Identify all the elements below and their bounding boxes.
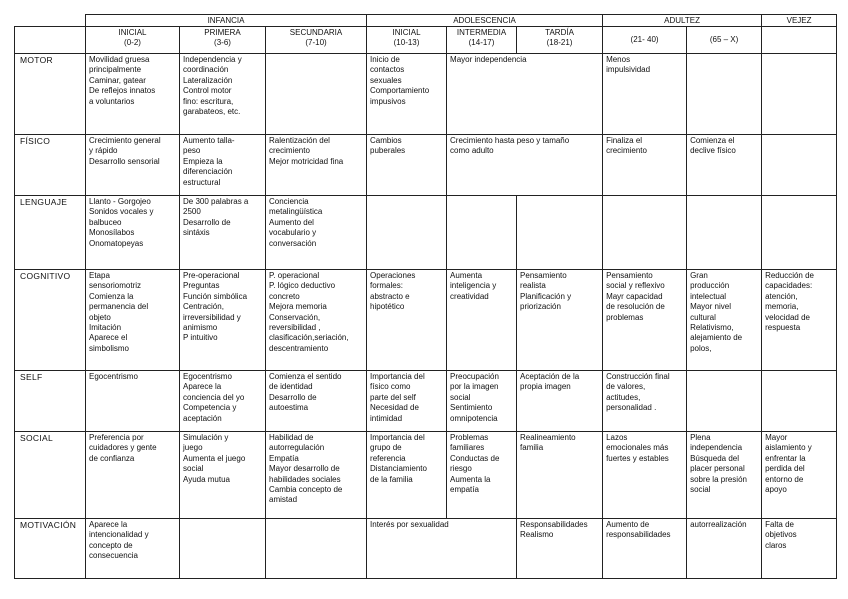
cell — [367, 196, 447, 270]
cell-line: Preferencia por — [89, 433, 144, 442]
cell-line: amistad — [269, 495, 298, 505]
substage-name: INTERMEDIA — [456, 28, 507, 37]
cell — [447, 135, 603, 196]
cell — [762, 54, 837, 135]
stage-infancia: INFANCIA — [86, 15, 367, 27]
row-motivacion — [15, 519, 837, 579]
cell-line: Importancia del — [370, 372, 425, 381]
cell-line: parte del self — [370, 392, 416, 402]
cell — [266, 432, 367, 519]
cell-line: Mayr capacidad — [606, 291, 663, 301]
cell-line: Problemas — [450, 433, 489, 442]
cell-line: Habilidad de — [269, 433, 314, 442]
cell-line: Desarrollo de — [269, 392, 317, 402]
cell-line: Aumento talla- — [183, 136, 235, 145]
row-label: SELF — [15, 371, 86, 432]
cell-line: objeto — [89, 312, 111, 322]
cell-line: Desarrollo sensorial — [89, 156, 160, 166]
cell — [180, 196, 266, 270]
cell-line: abstracto e — [370, 291, 410, 301]
cell-line: animismo — [183, 323, 218, 333]
cell-line: Comienza el sentido — [269, 372, 342, 381]
cell-line: respuesta — [765, 323, 801, 333]
cell-line: atención, — [765, 291, 798, 301]
row-social — [15, 432, 837, 519]
cell-line: inteligencia y — [450, 281, 497, 291]
cell-line: emocionales más — [606, 443, 669, 453]
cell-line: cuidadores y gente — [89, 443, 157, 453]
cell-line: empatía — [450, 485, 479, 495]
cell-line: Reducción de — [765, 271, 814, 280]
cell-line: vocabulario y — [269, 228, 317, 238]
cell-line: Preguntas — [183, 281, 220, 291]
cell-line: simbolismo — [89, 343, 130, 353]
cell-line: concepto de — [89, 540, 133, 550]
cell-line: Conductas de — [450, 453, 500, 463]
cell-line: Egocentrismo — [89, 372, 138, 381]
cell-line: coordinación — [183, 65, 229, 75]
cell-line: garabateos, etc. — [183, 107, 241, 117]
cell-line: Pensamiento — [606, 271, 653, 280]
cell-line: intimidad — [370, 413, 403, 423]
cell-line: Realineamiento — [520, 433, 576, 442]
substage-secundaria — [266, 27, 367, 54]
cell-line: Responsabilidades — [520, 520, 588, 529]
cell-line: aislamiento y — [765, 443, 812, 453]
corner-cell — [15, 15, 86, 27]
cell-line: 2500 — [183, 207, 201, 217]
cell: Mayor independencia — [447, 54, 603, 135]
row-self — [15, 371, 837, 432]
cell-line: como adulto — [450, 146, 494, 156]
cell — [762, 371, 837, 432]
substage-name: SECUNDARIA — [289, 28, 343, 37]
cell — [266, 270, 367, 371]
cell-line: Movilidad gruesa — [89, 55, 150, 64]
cell-line: Ralentización del — [269, 136, 330, 145]
cell — [603, 432, 687, 519]
substage-range: (18-21) — [546, 38, 573, 48]
cell-line: de identidad — [269, 382, 313, 392]
substage-range: (7-10) — [305, 38, 327, 48]
cell-line: Llanto - Gorgojeo — [89, 197, 151, 206]
cell — [266, 519, 367, 579]
cell-line: concreto — [269, 291, 300, 301]
cell — [180, 270, 266, 371]
cell-line: Competencia y — [183, 403, 237, 413]
cell-line: conversación — [269, 238, 317, 248]
cell-line: perdida del — [765, 464, 805, 474]
cell-line: Distanciamiento — [370, 464, 427, 474]
cell-line: Aumento de — [606, 520, 650, 529]
cell-line: Comienza el — [690, 136, 735, 145]
life-stages-table — [14, 14, 837, 579]
cell — [762, 270, 837, 371]
cell-line: Conciencia — [269, 197, 309, 206]
cell-line: realista — [520, 281, 546, 291]
cell-line: de resolución de — [606, 302, 665, 312]
cell-line: referencia — [370, 453, 406, 463]
cell-line: Desarrollo de — [183, 217, 231, 227]
cell — [687, 196, 762, 270]
cell — [517, 432, 603, 519]
cell: Interés por sexualidad — [367, 519, 517, 579]
cell-line: Necesidad de — [370, 403, 419, 413]
substage-adultez-2: (65 – X) — [687, 27, 762, 54]
cell-line: Simulación y — [183, 433, 229, 442]
cell-line: fuertes y estables — [606, 453, 669, 463]
cell-line: Importancia del — [370, 433, 425, 442]
cell-line: Falta de — [765, 520, 794, 529]
cell-line: estructural — [183, 177, 221, 187]
cell — [86, 135, 180, 196]
row-label-empty — [15, 27, 86, 54]
cell — [367, 270, 447, 371]
cell-line: balbuceo — [89, 217, 122, 227]
cell-line: placer personal — [690, 464, 745, 474]
cell-line: polos, — [690, 343, 712, 353]
cell — [180, 519, 266, 579]
cell-line: social — [183, 464, 204, 474]
cell — [86, 371, 180, 432]
cell-line: descentramiento — [269, 343, 329, 353]
cell-line: sensoriomotriz — [89, 281, 142, 291]
cell-line: problemas — [606, 312, 644, 322]
cell-line: Lateralización — [183, 75, 233, 85]
substage-primera — [180, 27, 266, 54]
cell — [762, 432, 837, 519]
cell — [762, 135, 837, 196]
cell-line: independencia — [690, 443, 743, 453]
cell-line: crecimiento — [269, 146, 310, 156]
cell — [367, 371, 447, 432]
cell-line: habilidades sociales — [269, 474, 341, 484]
cell-line: juego — [183, 443, 203, 453]
cell-line: Cambia concepto de — [269, 485, 343, 495]
cell-line: Aparece la — [183, 382, 222, 392]
cell-line: Cambios — [370, 136, 402, 145]
cell — [266, 371, 367, 432]
cell-line: conciencia del yo — [183, 392, 245, 402]
cell-line: Mayor desarrollo de — [269, 464, 340, 474]
substage-name: INICIAL — [118, 28, 147, 37]
cell-line: de la familia — [370, 474, 413, 484]
cell-line: Egocentrismo — [183, 372, 232, 381]
cell — [266, 54, 367, 135]
cell — [517, 270, 603, 371]
cell-line: capacidades: — [765, 281, 813, 291]
cell-line: Aumento del — [269, 217, 314, 227]
cell-line: Mejora memoria — [269, 302, 327, 312]
cell-line: memoria, — [765, 302, 799, 312]
cell-line: impusivos — [370, 96, 406, 106]
cell-line: responsabilidades — [606, 530, 671, 540]
cell — [687, 135, 762, 196]
cell-line: Plena — [690, 433, 711, 442]
row-motor — [15, 54, 837, 135]
cell — [86, 54, 180, 135]
cell-line: Crecimiento general — [89, 136, 161, 145]
cell-line: P intuitivo — [183, 333, 218, 343]
cell — [367, 54, 447, 135]
cell-line: personalidad . — [606, 403, 657, 413]
cell-line: propia imagen — [520, 382, 571, 392]
stage-adolescencia: ADOLESCENCIA — [367, 15, 603, 27]
cell — [86, 196, 180, 270]
cell-line: autoestima — [269, 403, 309, 413]
row-fisico — [15, 135, 837, 196]
cell — [367, 135, 447, 196]
cell-line: Caminar, gatear — [89, 75, 146, 85]
cell-line: Comienza la — [89, 291, 134, 301]
cell — [180, 54, 266, 135]
cell-line: Operaciones — [370, 271, 416, 280]
cell-line: contactos — [370, 65, 405, 75]
cell — [266, 135, 367, 196]
cell-line: Monosílabos — [89, 228, 135, 238]
row-label: FÍSICO — [15, 135, 86, 196]
cell-line: de confianza — [89, 453, 135, 463]
cell-line: De 300 palabras a — [183, 197, 249, 206]
cell-line: Centración, — [183, 302, 224, 312]
cell-line: Relativismo, — [690, 323, 734, 333]
cell — [603, 371, 687, 432]
row-label: MOTIVACIÓN — [15, 519, 86, 579]
cell-line: metalingüística — [269, 207, 323, 217]
cell — [762, 519, 837, 579]
cell-line: peso — [183, 146, 201, 156]
cell-line: permanencia del — [89, 302, 149, 312]
cell-line: Construcción final — [606, 372, 670, 381]
row-cognitivo — [15, 270, 837, 371]
cell-line: irreversibilidad y — [183, 312, 241, 322]
cell-line: Aumenta el juego — [183, 453, 246, 463]
cell — [687, 432, 762, 519]
substage-adultez-1: (21- 40) — [603, 27, 687, 54]
cell — [367, 432, 447, 519]
cell-line: Imitación — [89, 323, 122, 333]
cell — [86, 270, 180, 371]
cell-line: objetivos — [765, 530, 797, 540]
cell-line: Gran — [690, 271, 708, 280]
cell-line: enfrentar la — [765, 453, 806, 463]
cell-line: fino: escritura, — [183, 96, 234, 106]
cell-line: social — [450, 392, 471, 402]
cell-line: declive físico — [690, 146, 736, 156]
cell — [266, 196, 367, 270]
substage-range: (3-6) — [214, 38, 231, 48]
cell — [517, 196, 603, 270]
cell-line: sexuales — [370, 75, 402, 85]
cell — [447, 196, 517, 270]
cell-line: Independencia y — [183, 55, 242, 64]
cell-line: Sonidos vocales y — [89, 207, 154, 217]
cell: autorrealización — [687, 519, 762, 579]
cell-line: Menos — [606, 55, 631, 64]
cell-line: Aumenta — [450, 271, 483, 280]
substage-range: (10-13) — [393, 38, 420, 48]
substage-ado-inicial — [367, 27, 447, 54]
cell — [180, 135, 266, 196]
cell-line: Aumenta la — [450, 474, 491, 484]
cell-line: Crecimiento hasta peso y tamaño — [450, 136, 570, 145]
cell-line: Ayuda mutua — [183, 474, 230, 484]
cell-line: riesgo — [450, 464, 472, 474]
cell-line: Mejor motricidad fina — [269, 156, 344, 166]
cell-line: Etapa — [89, 271, 110, 280]
substage-range: (14-17) — [468, 38, 495, 48]
cell — [517, 371, 603, 432]
cell-line: P. lógico deductivo — [269, 281, 336, 291]
cell-line: social y reflexivo — [606, 281, 665, 291]
cell-line: Aparece el — [89, 333, 128, 343]
cell-line: crecimiento — [606, 146, 647, 156]
cell-line: intencionalidad y — [89, 530, 149, 540]
cell-line: aceptación — [183, 413, 222, 423]
cell-line: omnipotencia — [450, 413, 498, 423]
row-label: LENGUAJE — [15, 196, 86, 270]
cell — [603, 54, 687, 135]
cell-line: de valores, — [606, 382, 646, 392]
cell-line: Planificación y — [520, 291, 572, 301]
cell-line: Preocupación — [450, 372, 499, 381]
cell-line: Finaliza el — [606, 136, 643, 145]
cell-line: Pensamiento — [520, 271, 567, 280]
cell-line: cultural — [690, 312, 716, 322]
cell-line: producción — [690, 281, 730, 291]
cell-line: familia — [520, 443, 544, 453]
cell-line: formales: — [370, 281, 403, 291]
stage-header-row — [15, 15, 837, 27]
cell — [603, 270, 687, 371]
cell-line: Control motor — [183, 86, 232, 96]
cell-line: impulsividad — [606, 65, 651, 75]
cell-line: actitudes, — [606, 392, 641, 402]
cell-line: Empieza la — [183, 156, 223, 166]
substage-vejez — [762, 27, 837, 54]
cell — [447, 371, 517, 432]
cell-line: P. operacional — [269, 271, 320, 280]
cell-line: consecuencia — [89, 551, 138, 561]
cell — [687, 371, 762, 432]
cell-line: social — [690, 485, 711, 495]
cell-line: Aceptación de la — [520, 372, 580, 381]
cell-line: Empatía — [269, 453, 299, 463]
cell — [687, 270, 762, 371]
cell — [603, 196, 687, 270]
cell-line: clasificación,seriación, — [269, 333, 349, 343]
cell-line: Función simbólica — [183, 291, 248, 301]
cell-line: físico como — [370, 382, 411, 392]
cell-line: grupo de — [370, 443, 402, 453]
cell-line: priorización — [520, 302, 561, 312]
cell — [180, 371, 266, 432]
cell-line: Mayor — [765, 433, 788, 442]
cell-line: velocidad de — [765, 312, 810, 322]
cell-line: Búsqueda del — [690, 453, 739, 463]
cell-line: Inicio de — [370, 55, 400, 64]
cell-line: a voluntarios — [89, 96, 135, 106]
cell-line: Realismo — [520, 530, 554, 540]
cell-line: Sentimiento — [450, 403, 493, 413]
cell-line: entorno de — [765, 474, 804, 484]
cell-line: apoyo — [765, 485, 787, 495]
cell-line: Onomatopeyas — [89, 238, 144, 248]
cell — [762, 196, 837, 270]
cell-line: intelectual — [690, 291, 727, 301]
cell-line: puberales — [370, 146, 406, 156]
substage-header-row — [15, 27, 837, 54]
cell-line: creatividad — [450, 291, 489, 301]
cell-line: hipotético — [370, 302, 405, 312]
cell-line: Aparece la — [89, 520, 128, 529]
substage-name: INICIAL — [392, 28, 421, 37]
row-label: MOTOR — [15, 54, 86, 135]
row-lenguaje — [15, 196, 837, 270]
cell — [447, 270, 517, 371]
cell-line: De reflejos innatos — [89, 86, 156, 96]
cell-line: por la imagen — [450, 382, 499, 392]
substage-inicial — [86, 27, 180, 54]
cell-line: reversibilidad , — [269, 323, 321, 333]
cell — [603, 519, 687, 579]
cell — [86, 432, 180, 519]
cell — [603, 135, 687, 196]
cell-line: Pre-operacional — [183, 271, 240, 280]
cell-line: Mayor nivel — [690, 302, 731, 312]
cell-line: principalmente — [89, 65, 142, 75]
cell-line: autorregulación — [269, 443, 325, 453]
cell-line: y rápido — [89, 146, 118, 156]
cell — [687, 54, 762, 135]
cell — [86, 519, 180, 579]
cell — [447, 432, 517, 519]
substage-tardia — [517, 27, 603, 54]
row-label: COGNITIVO — [15, 270, 86, 371]
cell-line: sobre la presión — [690, 474, 747, 484]
cell — [180, 432, 266, 519]
cell-line: alejamiento de — [690, 333, 743, 343]
substage-intermedia — [447, 27, 517, 54]
substage-range: (0-2) — [124, 38, 141, 48]
substage-name: PRIMERA — [204, 28, 241, 37]
cell — [517, 519, 603, 579]
cell-line: Conservación, — [269, 312, 321, 322]
row-label: SOCIAL — [15, 432, 86, 519]
cell-line: sintáxis — [183, 228, 210, 238]
cell-line: Lazos — [606, 433, 628, 442]
cell-line: Comportamiento — [370, 86, 430, 96]
cell-line: diferenciación — [183, 167, 233, 177]
cell-line: claros — [765, 540, 787, 550]
stage-vejez: VEJEZ — [762, 15, 837, 27]
stage-adultez: ADULTEZ — [603, 15, 762, 27]
cell-line: familiares — [450, 443, 485, 453]
substage-name: TARDÍA — [545, 28, 574, 37]
